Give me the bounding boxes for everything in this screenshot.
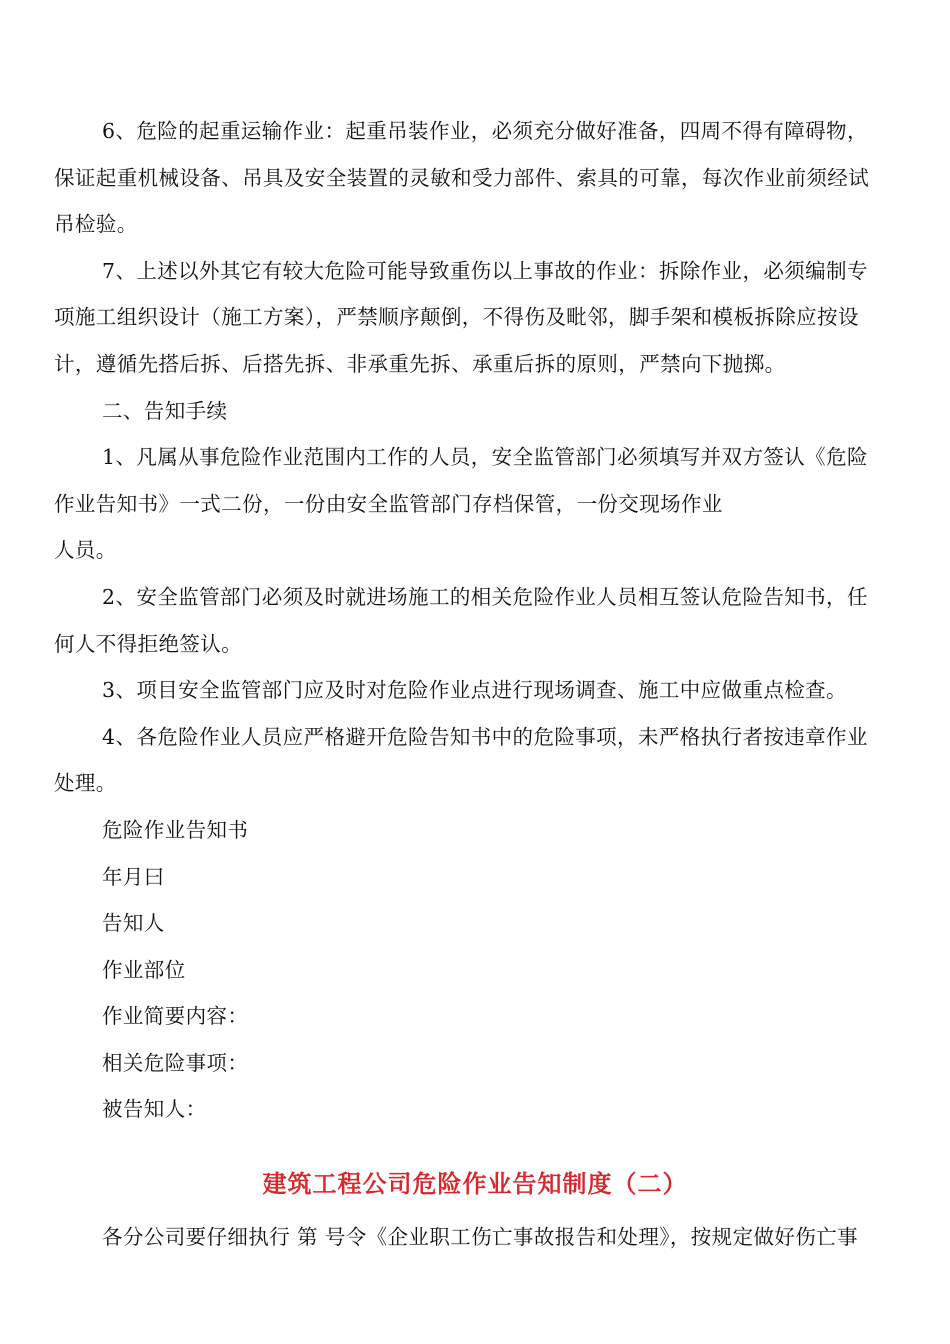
text-line: 计，遵循先搭后拆、后搭先拆、非承重先拆、承重后拆的原则，严禁向下抛掷。 bbox=[54, 351, 786, 376]
text-line: 吊检验。 bbox=[54, 212, 138, 237]
text-line: 保证起重机械设备、吊具及安全装置的灵敏和受力部件、索具的可靠，每次作业前须经试 bbox=[54, 165, 870, 190]
text-line: 项施工组织设计（施工方案），严禁顺序颠倒，不得伤及毗邻，脚手架和模板拆除应按设 bbox=[54, 305, 859, 330]
section-title: 建筑工程公司危险作业告知制度（二） bbox=[262, 1169, 688, 1198]
form-title: 危险作业告知书 bbox=[102, 817, 249, 842]
text-line: 7、上述以外其它有较大危险可能导致重伤以上事故的作业：拆除作业，必须编制专 bbox=[102, 258, 868, 283]
form-notified-field: 被告知人： bbox=[102, 1097, 207, 1122]
form-hazards-field: 相关危险事项： bbox=[102, 1050, 249, 1075]
text-line: 人员。 bbox=[54, 538, 117, 563]
notice-form bbox=[54, 807, 896, 1133]
form-summary-field: 作业简要内容： bbox=[102, 1004, 249, 1029]
document-body bbox=[54, 108, 896, 1133]
paragraph-item-7 bbox=[54, 248, 896, 388]
paragraph-item-6 bbox=[54, 108, 896, 248]
form-notifier-field: 告知人 bbox=[102, 911, 165, 936]
section-heading: 二、告知手续 bbox=[102, 398, 228, 423]
text-line: 何人不得拒绝签认。 bbox=[54, 631, 243, 656]
text-line: 处理。 bbox=[54, 771, 117, 796]
text-line: 各分公司要仔细执行 第 号令《企业职工伤亡事故报告和处理》，按规定做好伤亡事 bbox=[102, 1225, 858, 1249]
text-line: 作业告知书》一式二份，一份由安全监管部门存档保管，一份交现场作业 bbox=[54, 491, 723, 516]
text-line: 6、危险的起重运输作业：起重吊装作业，必须充分做好准备，四周不得有障碍物， bbox=[102, 119, 868, 143]
text-line: 4、各危险作业人员应严格避开危险告知书中的危险事项，未严格执行者按违章作业 bbox=[102, 724, 868, 749]
paragraph-procedure-1 bbox=[54, 434, 896, 574]
closing-paragraph bbox=[54, 1214, 896, 1261]
form-location-field: 作业部位 bbox=[102, 957, 186, 982]
paragraph-procedure-2 bbox=[54, 574, 896, 667]
text-line: 2、安全监管部门必须及时就进场施工的相关危险作业人员相互签认危险告知书，任 bbox=[102, 584, 868, 609]
text-line: 1、凡属从事危险作业范围内工作的人员，安全监管部门必须填写并双方签认《危险 bbox=[102, 445, 868, 470]
paragraph-procedure-3 bbox=[54, 667, 896, 714]
form-date-field: 年月曰 bbox=[102, 864, 165, 889]
paragraph-procedure-4 bbox=[54, 714, 896, 807]
text-line: 3、项目安全监管部门应及时对危险作业点进行现场调查、施工中应做重点检查。 bbox=[102, 678, 847, 703]
